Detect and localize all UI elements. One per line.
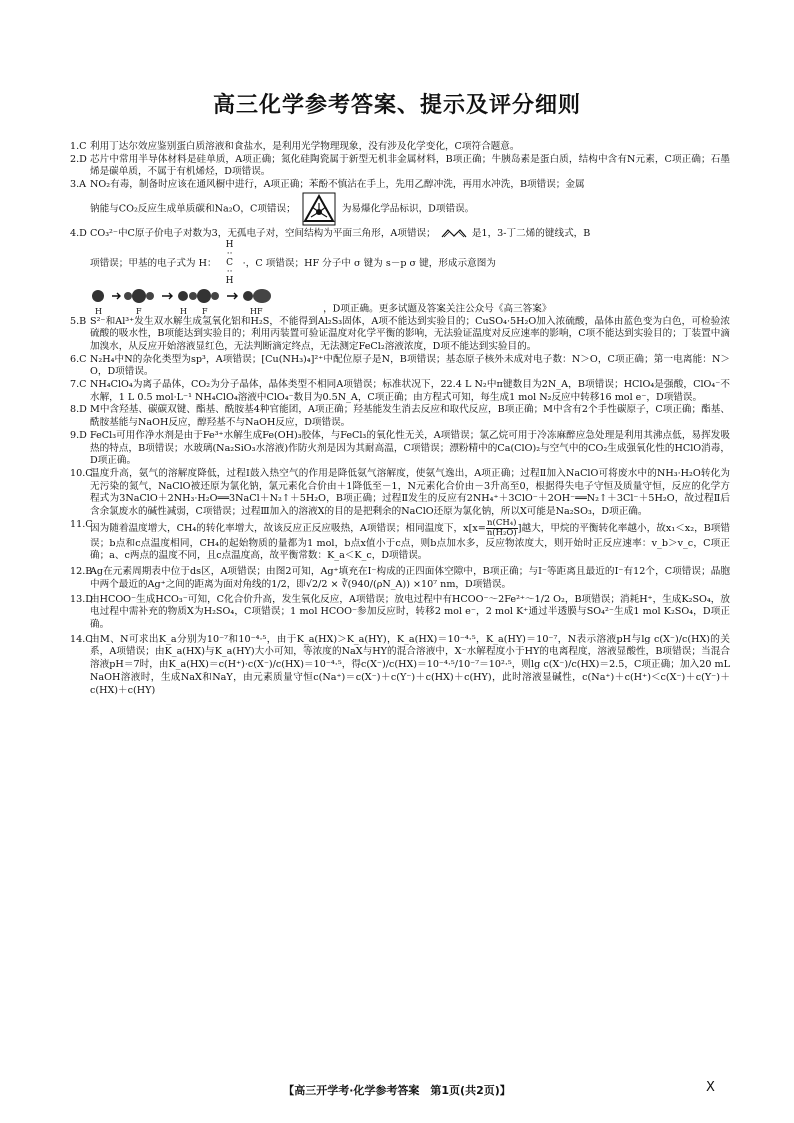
answer-text: 由HCOO⁻生成HCO₃⁻可知，C化合价升高，发生氧化反应，A项错误；放电过程中有HCOO⁻～2Fe²⁺～1/2 O₂，B项错误；消耗H⁺，生成K₂SO₄，放电过程中需补充的物质X为H₂SO₄，C项错误；1 mol HCOO⁻参加反应时，转移2 mol e⁻，2 mol K⁺通过半透膜与SO₄²⁻生成1 mol K₂SO₄，D项正确。 — [90, 593, 730, 630]
answer-number: 3.A — [70, 179, 87, 191]
answer-item-11: 11.C 因为随着温度增大，CH₄的转化率增大，故该反应正反应吸热，A项错误；相同温度下，x[x= $\frac{\text{n(CH₄)}}{\text{n(H₂O)}}$ ]越大，甲烷的平衡转化率越小，故x₁＜x₂，B项错误；b点和c点温度相同，CH₄的起始物质的量都为1 mol，b点x值小于c点，则b点加水多，反应物浓度大，则开始时正反应速率：v_b＞v_c，C项正确；a、c两点的温度不同，且c点温度高，故平衡常数：K_a＜K_c，D项错误。 — [70, 517, 731, 562]
answer-item-3 — [70, 179, 730, 226]
answer-text: ，即√2/2 × ∛(940/(ρN_A)) ×10⁷ nm，D项错误。 — [286, 578, 512, 590]
answer-text: 是1，3-丁二烯的键线式，B — [471, 227, 591, 239]
answer-text: 为易爆化学品标识，D项错误。 — [341, 203, 475, 215]
lewis-top-h: H — [225, 239, 234, 250]
answer-item-13 — [70, 594, 730, 632]
methyl-lewis-structure: H ·· C ·· H — [220, 241, 240, 286]
page-title: 高三化学参考答案、提示及评分细则 — [212, 93, 581, 118]
answer-number: 10.C — [70, 467, 93, 479]
answer-number: 8.D — [70, 404, 87, 416]
answer-item-5 — [70, 316, 730, 354]
answer-item-14 — [70, 634, 730, 698]
answer-number: 6.C — [70, 353, 87, 365]
answer-text: N₂H₄中N的杂化类型为sp³，A项错误；[Cu(NH₃)₄]²⁺中配位原子是N，B项错误；基态原子核外未成对电子数：N＞O，C项正确；第一电离能：N＞O，D项错误。 — [90, 353, 730, 378]
answer-item-7 — [70, 379, 730, 404]
page-footer: 【高三开学考·化学参考答案 第1页(共2页)】 — [283, 1084, 511, 1097]
answer-text: M中含羟基、碳碳双键、酯基、酰胺基4种官能团，A项正确；羟基能发生消去反应和取代反应，B项正确；M中含有2个手性碳原子，C项正确；酯基、酰胺基能与NaOH反应，醇羟基不与NaOH反应，D项错误。 — [90, 404, 730, 429]
answer-text: 越大，甲烷的平衡转化率越小，故x₁＜x₂，B项错误；b点和c点温度相同，CH₄的起始物质的量都为1 mol，b点x值小于c点，则b点加水多，反应物浓度大，则开始时正反应速率：v_b＞v_c，C项正确；a、c两点的温度不同，且c点温度高，故平衡常数：K_a＜K_c，D项错误。 — [90, 522, 731, 562]
answer-number: 1.C — [70, 141, 87, 152]
answer-text: 项错误；甲基的电子式为 H： — [90, 257, 217, 269]
fraction-denominator: n(H₂O) — [486, 527, 517, 538]
lewis-bottom-h: H — [225, 275, 234, 286]
answer-text: FeCl₃可用作净水剂是由于Fe³⁺水解生成Fe(OH)₃胶体，与FeCl₃的氧化性无关，A项错误；氯乙烷可用于冷冻麻醉应急处理是利用其沸点低，易挥发吸热的特点，B项错误；水玻璃(Na₂SiO₃水溶液)作防火剂是因为其耐高温，C项错误；漂粉精中的Ca(ClO)₂与空气中的CO₂生成强氧化性的HClO消毒，D项正确。 — [90, 429, 730, 467]
answer-number: 11.C — [70, 518, 93, 530]
explosive-hazard-icon — [302, 192, 336, 226]
answer-number: 5.B — [70, 315, 87, 327]
answer-text: CO₃²⁻中C原子价电子对数为3，无孤电子对，空间结构为平面三角形，A项错误； — [90, 227, 436, 239]
answer-item-4 — [70, 228, 730, 316]
answer-item-6 — [70, 354, 730, 379]
answer-number: 13.D — [70, 593, 93, 605]
answer-item-8 — [70, 404, 730, 429]
answer-item-1 — [70, 141, 730, 154]
answer-text: 由M、N可求出K_a分别为10⁻⁷和10⁻⁴·⁵，由于K_a(HX)＞K_a(HY)，K_a(HX)＝10⁻⁴·⁵，K_a(HY)＝10⁻⁷，N表示溶液pH与lg c(X⁻)/c(HX)的关系，A项错误；由K_a(HX)与K_a(HY)大小可知，等浓度的NaX与HY的混合溶液中，X⁻水解程度小于HY的电离程度，溶液显酸性，B项错误；当混合溶液pH＝7时，由K_a(HX)＝c(H⁺)·c(X⁻)/c(HX)＝10⁻⁴·⁵，得c(X⁻)/c(HX)＝10⁻⁴·⁵/10⁻⁷＝10²·⁵，则lg c(X⁻)/c(HX)＝2.5，C项正确；加入20 mL NaOH溶液时，生成NaX和NaY，由元素质量守恒c(Na⁺)＝c(X⁻)＋c(Y⁻)＋c(HX)＋c(HY)，此时溶液显碱性，c(Na⁺)＋c(H⁺)＜c(X⁻)＋c(Y⁻)＋c(HX)＋c(HY) — [90, 633, 730, 696]
answer-text: 温度升高，氨气的溶解度降低，过程Ⅰ鼓入热空气的作用是降低氨气溶解度，使氨气逸出，A项正确；过程Ⅱ加入NaClO可将废水中的NH₃·H₂O转化为无污染的氮气，NaClO被还原为氯化钠，氯元素化合价由＋1降低至－1，N元素化合价由－3升高至0，根据得失电子守恒及质量守恒，反应的化学方程式为3NaClO＋2NH₃·H₂O══3NaCl＋N₂↑＋5H₂O，B项正确；过程Ⅱ发生的反应有2NH₄⁺＋3ClO⁻＋2OH⁻══N₂↑＋3Cl⁻＋5H₂O，故过程Ⅱ后含余氯废水的碱性减弱，C项错误；过程Ⅲ加入的溶液X的目的是把剩余的NaClO还原为氯化钠，所以X可能是Na₂SO₃，D项正确。 — [90, 467, 730, 518]
answer-text: NO₂有毒，制备时应该在通风橱中进行，A项正确；苯酚不慎沾在手上，先用乙醇冲洗，再用水冲洗，B项错误；金属 — [90, 179, 585, 191]
answer-text: Ag在元素周期表中位于ds区，A项错误；由图2可知，Ag⁺填充在I⁻构成的正四面体空隙中，B项正确；与I⁻等距离且最近的I⁻有12个，C项错误；晶胞中两个最近的Ag⁺之间的距离为面对角线的 — [90, 566, 730, 590]
answer-text: ·，C 项错误；HF 分子中 σ 键为 s－p σ 键，形成示意图为 — [242, 257, 496, 269]
answer-item-9 — [70, 430, 730, 468]
answer-text: 因为随着温度增大，CH₄的转化率增大，故该反应正反应吸热，A项错误；相同温度下，x — [90, 522, 469, 534]
butadiene-skeletal-icon — [441, 228, 467, 238]
orbital-label: H — [180, 306, 187, 316]
answer-list — [70, 141, 730, 697]
answer-number: 14.C — [70, 633, 93, 645]
answer-text: ，D项正确。更多试题及答案关注公众号《高三答案》 — [323, 302, 552, 314]
answer-number: 4.D — [70, 227, 87, 239]
answer-item-10 — [70, 468, 730, 519]
fraction-numerator: n(CH₄) — [487, 517, 517, 528]
orbital-label: H — [95, 306, 102, 316]
answer-number: 9.D — [70, 429, 87, 441]
answer-item-12 — [70, 566, 730, 591]
answer-text: S²⁻和Al³⁺发生双水解生成氢氧化铝和H₂S，不能得到Al₂S₃固体，A项不能达到实验目的；CuSO₄·5H₂O加入浓硫酸，晶体由蓝色变为白色，可检验浓硫酸的吸水性，B项能达到实验目的；利用丙装置可验证温度对化学平衡的影响，无法验证温度对反应速率的影响，C项不能达到实验目的；丁装置中滴加溴水，从反应开始溶液显红色，无法判断滴定终点，无法测定FeCl₂溶液浓度，D项不能达到实验目的。 — [90, 315, 730, 352]
footer-mark: X — [706, 1080, 715, 1095]
orbital-label: F — [202, 306, 208, 316]
answer-text: 芯片中常用半导体材料是硅单质，A项正确；氮化硅陶瓷属于新型无机非金属材料，B项正确；牛胰岛素是蛋白质，结构中含有N元素，C项正确；石墨烯是碳单质，不属于有机烯烃，D项错误。 — [90, 153, 730, 178]
answer-item-2 — [70, 154, 730, 179]
answer-text: NH₄ClO₄为离子晶体，CO₂为分子晶体，晶体类型不相同A项错误；标准状况下，22.4 L N₂中π键数目为2N_A，B项错误；HClO₄是强酸，ClO₄⁻不水解，1 L 0.5 mol·L⁻¹ NH₄ClO₄溶液中ClO₄⁻数目为0.5N_A，C项正确；由方程式可知，每生成1 mol N₂反应中转移16 mol e⁻，D项错误。 — [90, 379, 730, 403]
answer-text: 利用丁达尔效应鉴别蛋白质溶液和食盐水，是利用光学物理现象，没有涉及化学变化，C项符合题意。 — [90, 141, 520, 152]
answer-number: 7.C — [70, 379, 87, 391]
orbital-label: F — [136, 306, 142, 316]
ratio-fraction — [486, 519, 518, 538]
answer-number: 12.B — [70, 566, 93, 578]
orbital-overlap-diagram — [90, 286, 320, 316]
answer-text: 钠能与CO₂反应生成单质碳和Na₂O，C项错误； — [90, 203, 296, 215]
orbital-label: HF — [250, 306, 263, 316]
answer-number: 2.D — [70, 153, 87, 165]
half-fraction: 1/2 — [271, 578, 287, 590]
lewis-carbon: C — [226, 257, 234, 268]
